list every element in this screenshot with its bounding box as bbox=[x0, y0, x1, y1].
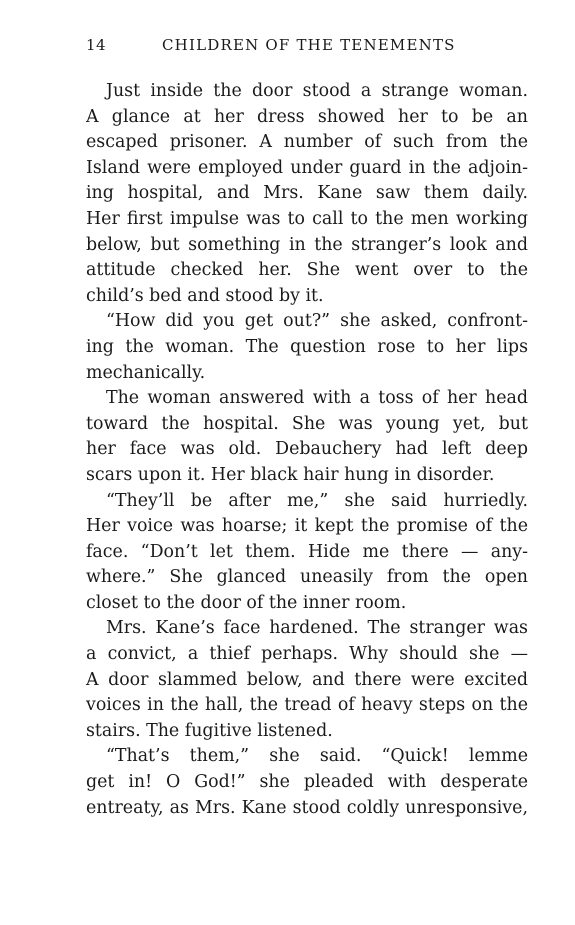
text-line: “That’s them,” she said. “Quick! lemme bbox=[106, 746, 528, 767]
text-line: A glance at her dress showed her to be an bbox=[86, 106, 528, 127]
text-line: The woman answered with a toss of her head bbox=[106, 388, 528, 409]
text-line: stairs. The fugitive listened. bbox=[86, 720, 333, 741]
text-line: face. “Don’t let them. Hide me there — any- bbox=[86, 541, 528, 562]
book-page bbox=[86, 36, 528, 821]
text-line: where.” She glanced uneasily from the open bbox=[86, 567, 528, 588]
text-line: mechanically. bbox=[86, 362, 206, 383]
text-line: Her first impulse was to call to the men working bbox=[86, 208, 528, 229]
text-line: below, but something in the stranger’s look and bbox=[86, 234, 528, 255]
text-line: “How did you get out?” she asked, confront- bbox=[106, 311, 528, 332]
body-text bbox=[86, 79, 528, 821]
text-line: Island were employed under guard in the adjoin- bbox=[86, 157, 528, 178]
text-line: scars upon it. Her black hair hung in disorder. bbox=[86, 464, 495, 485]
text-line: Just inside the door stood a strange woman. bbox=[106, 81, 528, 101]
page-number: 14 bbox=[86, 36, 107, 54]
text-line: ing the woman. The question rose to her lips bbox=[86, 336, 528, 357]
running-title: CHILDREN OF THE TENEMENTS bbox=[162, 36, 456, 54]
text-line: Mrs. Kane’s face hardened. The stranger was bbox=[106, 618, 528, 639]
running-head bbox=[86, 36, 528, 62]
text-line: get in! O God!” she pleaded with desperate bbox=[86, 772, 528, 793]
text-line: Her voice was hoarse; it kept the promise of the bbox=[86, 516, 528, 537]
text-line: a convict, a thief perhaps. Why should she — bbox=[86, 644, 528, 665]
text-line: closet to the door of the inner room. bbox=[86, 592, 407, 613]
text-line: toward the hospital. She was young yet, but bbox=[86, 413, 528, 434]
text-line: child’s bed and stood by it. bbox=[86, 285, 324, 306]
text-line: ing hospital, and Mrs. Kane saw them daily. bbox=[86, 183, 528, 204]
text-line: escaped prisoner. A number of such from the bbox=[86, 132, 528, 153]
text-line: attitude checked her. She went over to the bbox=[86, 260, 528, 281]
text-line: A door slammed below, and there were excited bbox=[86, 669, 528, 690]
text-line: voices in the hall, the tread of heavy steps on the bbox=[86, 695, 528, 716]
text-line: “They’ll be after me,” she said hurriedly. bbox=[106, 490, 528, 511]
text-line: her face was old. Debauchery had left deep bbox=[86, 439, 528, 460]
text-line: entreaty, as Mrs. Kane stood coldly unresponsive, bbox=[86, 797, 528, 818]
